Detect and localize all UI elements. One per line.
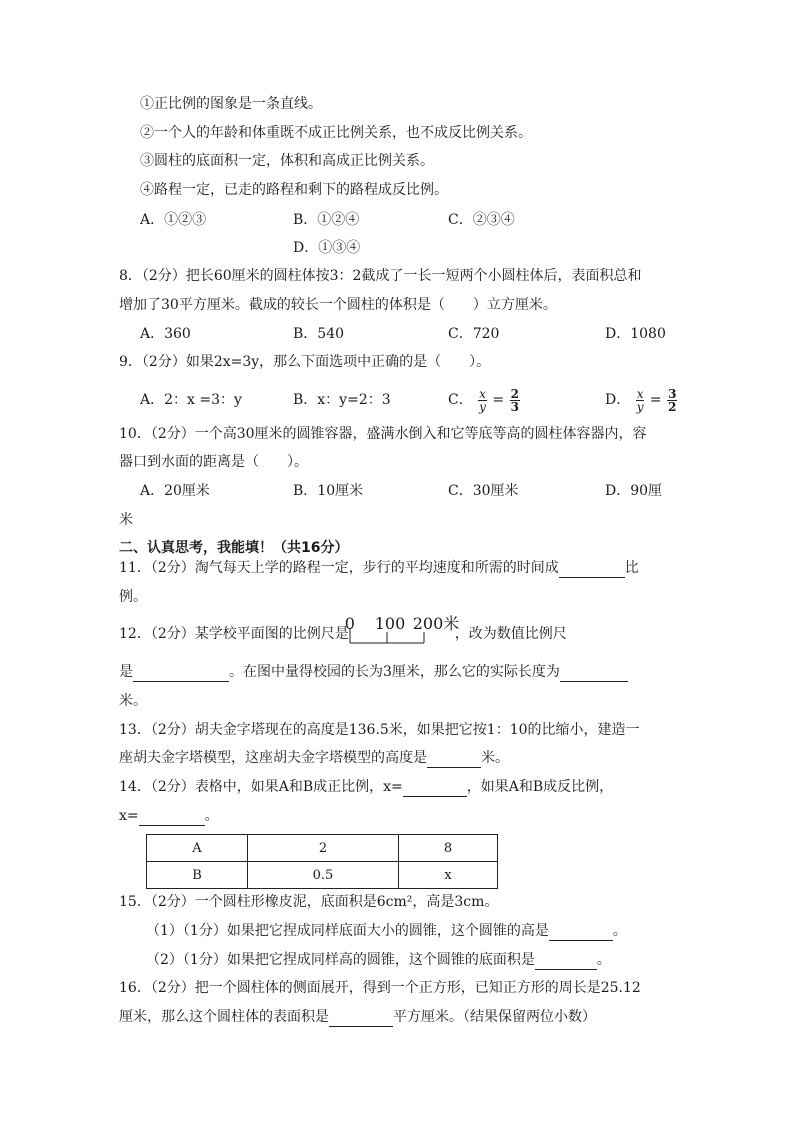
q9-option-d-fraction-right bbox=[667, 388, 677, 413]
scale-label-200: 200米 bbox=[412, 614, 460, 633]
table-cell: 0.5 bbox=[248, 862, 399, 889]
q7-option-c[interactable]: C．②③④ bbox=[448, 212, 515, 228]
q12-text-tail: ，改为数值比例尺 bbox=[454, 626, 567, 642]
q9-option-c-fraction-right bbox=[510, 388, 520, 413]
equals-sign: = bbox=[492, 392, 505, 408]
q9-option-c[interactable] bbox=[448, 378, 521, 422]
table-cell: B bbox=[147, 862, 248, 889]
fraction-denominator: y bbox=[636, 399, 644, 414]
q13-text: 座胡夫金字塔模型，这座胡夫金字塔模型的高度是 bbox=[119, 750, 427, 766]
q15-answer-blank-1[interactable] bbox=[549, 924, 613, 941]
q7-option-d[interactable]: D．①③④ bbox=[293, 240, 361, 256]
scale-label-0: 0 bbox=[344, 614, 355, 633]
q12-answer-blank-2[interactable] bbox=[560, 665, 628, 682]
scale-bar bbox=[344, 614, 460, 644]
q9-option-b[interactable]: B．x：y=2：3 bbox=[293, 392, 391, 408]
q14-text-mid: ，如果A和B成反比例， bbox=[466, 779, 614, 795]
q13-answer-blank[interactable] bbox=[427, 751, 481, 768]
q12-text-mid: 。在图中量得校园的长为3厘米，那么它的实际长度为 bbox=[229, 664, 560, 680]
q11-answer-blank[interactable] bbox=[559, 561, 625, 578]
q13-stem-line2 bbox=[119, 748, 509, 768]
q14-answer-blank-2[interactable] bbox=[139, 809, 205, 826]
q16-stem-line1: 16．（2分）把一个圆柱体的侧面展开，得到一个正方形，已知正方形的周长是25.12 bbox=[119, 980, 641, 996]
q7-statement-4: ④路程一定，已走的路程和剩下的路程成反比例。 bbox=[140, 182, 448, 198]
q16-stem-line2 bbox=[119, 1007, 596, 1027]
q13-stem-line1: 13．（2分）胡夫金字塔现在的高度是136.5米，如果把它按1：10的比缩小，建造一 bbox=[119, 722, 640, 738]
q11-stem-line1 bbox=[119, 558, 639, 578]
table-cell: x bbox=[399, 862, 498, 889]
q15-sub2-tail: 。 bbox=[596, 952, 611, 968]
fraction-numerator: 2 bbox=[510, 386, 519, 401]
q12-stem-line2 bbox=[119, 662, 628, 682]
q8-option-b[interactable]: B．540 bbox=[293, 326, 345, 342]
q16-text-tail: 平方厘米。（结果保留两位小数） bbox=[393, 1009, 596, 1025]
q11-stem-line2: 例。 bbox=[119, 589, 147, 605]
q15-sub2 bbox=[146, 950, 611, 970]
fraction-numerator: x bbox=[636, 386, 644, 401]
q7-statement-3: ③圆柱的底面积一定，体积和高成正比例关系。 bbox=[140, 153, 434, 169]
q9-stem: 9．（2分）如果2x=3y，那么下面选项中正确的是（ ）。 bbox=[119, 354, 491, 370]
table-row bbox=[147, 835, 498, 862]
q12-stem-line3: 米。 bbox=[119, 693, 147, 709]
q14-text-tail: 。 bbox=[204, 808, 219, 824]
q8-option-d[interactable]: D．1080 bbox=[605, 326, 666, 342]
q10-stem-line2: 器口到水面的距离是（ ）。 bbox=[119, 454, 308, 470]
q9-option-d-fraction-left bbox=[636, 388, 645, 413]
q11-text-tail: 比 bbox=[624, 560, 639, 576]
q15-answer-blank-2[interactable] bbox=[535, 953, 597, 970]
q9-option-c-fraction-left bbox=[478, 388, 487, 413]
q16-answer-blank[interactable] bbox=[329, 1010, 393, 1027]
q8-stem-line1: 8．（2分）把长60厘米的圆柱体按3：2截成了一长一短两个小圆柱体后，表面积总和 bbox=[119, 268, 642, 284]
table-cell: A bbox=[147, 835, 248, 862]
q10-stem-line1: 10．（2分）一个高30厘米的圆锥容器，盛满水倒入和它等底等高的圆柱体容器内，容 bbox=[119, 426, 647, 442]
table-cell: 8 bbox=[399, 835, 498, 862]
q9-option-d-label: D． bbox=[605, 392, 631, 408]
q12-text: 12．（2分）某学校平面图的比例尺是 bbox=[119, 626, 349, 642]
q11-text: 11．（2分）淘气每天上学的路程一定，步行的平均速度和所需的时间成 bbox=[119, 560, 559, 576]
q8-option-c[interactable]: C．720 bbox=[448, 326, 500, 342]
q8-option-a[interactable]: A．360 bbox=[140, 326, 191, 342]
table-row bbox=[147, 862, 498, 889]
q10-option-d-wrap: 米 bbox=[119, 512, 133, 528]
q14-text: x= bbox=[119, 808, 139, 824]
q7-statement-2: ②一个人的年龄和体重既不成正比例关系，也不成反比例关系。 bbox=[140, 125, 532, 141]
fraction-denominator: y bbox=[479, 399, 486, 414]
q15-stem: 15．（2分）一个圆柱形橡皮泥，底面积是6cm²，高是3cm。 bbox=[119, 894, 499, 910]
q14-text: 14．（2分）表格中，如果A和B成正比例，x= bbox=[119, 779, 403, 795]
q15-sub1 bbox=[146, 921, 627, 941]
q14-stem-line1 bbox=[119, 777, 613, 797]
q14-answer-blank-1[interactable] bbox=[403, 780, 467, 797]
q12-stem-line1 bbox=[119, 614, 567, 644]
q12-text: 是 bbox=[119, 664, 133, 680]
fraction-numerator: 3 bbox=[668, 386, 677, 401]
q14-stem-line2 bbox=[119, 806, 219, 826]
fraction-numerator: x bbox=[479, 386, 486, 401]
q10-option-d[interactable]: D．90厘 bbox=[605, 483, 663, 499]
q7-statement-1: ①正比例的图象是一条直线。 bbox=[140, 96, 322, 112]
q10-option-a[interactable]: A．20厘米 bbox=[140, 483, 210, 499]
q7-option-b[interactable]: B．①②④ bbox=[293, 212, 360, 228]
ab-table bbox=[146, 834, 498, 889]
q15-sub1-text: （1）（1分）如果把它捏成同样底面大小的圆锥，这个圆锥的高是 bbox=[146, 923, 549, 939]
fraction-denominator: 3 bbox=[510, 399, 519, 414]
equals-sign: = bbox=[649, 392, 662, 408]
fraction-denominator: 2 bbox=[668, 399, 677, 414]
q9-option-c-label: C． bbox=[448, 392, 473, 408]
q10-option-c[interactable]: C．30厘米 bbox=[448, 483, 519, 499]
scale-label-100: 100 bbox=[374, 614, 406, 633]
q16-text: 厘米，那么这个圆柱体的表面积是 bbox=[119, 1009, 329, 1025]
q15-sub2-text: （2）（1分）如果把它捏成同样高的圆锥，这个圆锥的底面积是 bbox=[146, 952, 535, 968]
q10-option-b[interactable]: B．10厘米 bbox=[293, 483, 364, 499]
q12-answer-blank-1[interactable] bbox=[133, 665, 229, 682]
table-cell: 2 bbox=[248, 835, 399, 862]
q13-text-tail: 米。 bbox=[481, 750, 509, 766]
q8-stem-line2: 增加了30平方厘米。截成的较长一个圆柱的体积是（ ）立方厘米。 bbox=[119, 297, 557, 313]
q15-sub1-tail: 。 bbox=[612, 923, 627, 939]
section-heading: 二、认真思考，我能填！（共16分） bbox=[119, 540, 349, 556]
q7-option-a[interactable]: A．①②③ bbox=[140, 212, 207, 228]
q9-option-a[interactable]: A．2：x =3：y bbox=[140, 392, 242, 408]
q9-option-d[interactable] bbox=[605, 378, 678, 422]
